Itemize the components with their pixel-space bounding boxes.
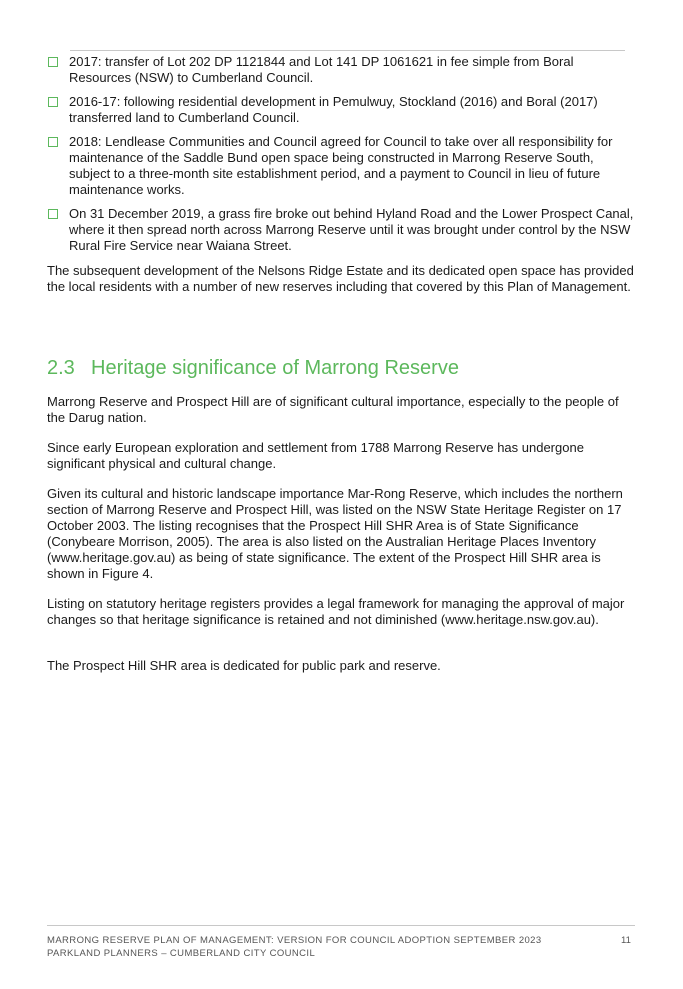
footer-divider	[47, 925, 635, 926]
bullet-text: On 31 December 2019, a grass fire broke out behind Hyland Road and the Lower Prospect Canal, where it then spread north across Marrong Reserve until it was brought under control by the NSW Rural Fire Service near Waiana Street.	[69, 206, 634, 253]
top-divider	[70, 50, 625, 51]
heritage-paragraph-4: Listing on statutory heritage registers provides a legal framework for managing the approval of major changes so that heritage significance is retained and not diminished (www.heritage.nsw.gov.au).	[47, 596, 625, 627]
list-item	[47, 94, 637, 126]
list-item	[47, 206, 637, 254]
history-bullet-list	[47, 54, 637, 262]
checkbox-square-icon	[48, 209, 58, 219]
section-title: Heritage significance of Marrong Reserve	[91, 357, 459, 379]
list-item	[47, 134, 637, 198]
page-number: 11	[621, 935, 631, 946]
footer-document-title: MARRONG RESERVE PLAN OF MANAGEMENT: VERSION FOR COUNCIL ADOPTION SEPTEMBER 2023	[47, 935, 542, 946]
bullet-text: 2018: Lendlease Communities and Council agreed for Council to take over all responsibility for maintenance of the Saddle Bund open space being constructed in Marrong Reserve South, subject to a three-month site establishment period, and a payment to Council in lieu of future maintenance works.	[69, 134, 613, 197]
checkbox-square-icon	[48, 97, 58, 107]
heritage-paragraph-3: Given its cultural and historic landscape importance Mar-Rong Reserve, which includes the northern section of Marrong Reserve and Prospect Hill, was listed on the NSW State Heritage Register on 17 October 2003. The listing recognises that the Prospect Hill SHR Area is of State Significance (Conybeare Morrison, 2005). The area is also listed on the Australian Heritage Places Inventory (www.heritage.gov.au) as being of state significance. The extent of the Prospect Hill SHR area is shown in Figure 4.	[47, 486, 623, 581]
footer-author: PARKLAND PLANNERS – CUMBERLAND CITY COUNCIL	[47, 948, 316, 959]
section-number: 2.3	[47, 357, 75, 379]
list-item	[47, 54, 637, 86]
history-closing-paragraph: The subsequent development of the Nelsons Ridge Estate and its dedicated open space has provided the local residents with a number of new reserves including that covered by this Plan of Management.	[47, 263, 634, 294]
section-heading	[47, 356, 459, 380]
heritage-paragraph-5: The Prospect Hill SHR area is dedicated for public park and reserve.	[47, 658, 441, 673]
heritage-paragraph-1: Marrong Reserve and Prospect Hill are of significant cultural importance, especially to the people of the Darug nation.	[47, 394, 619, 425]
page-footer	[47, 934, 542, 960]
bullet-text: 2016-17: following residential development in Pemulwuy, Stockland (2016) and Boral (2017) transferred land to Cumberland Council.	[69, 94, 598, 125]
checkbox-square-icon	[48, 137, 58, 147]
checkbox-square-icon	[48, 57, 58, 67]
bullet-text: 2017: transfer of Lot 202 DP 1121844 and Lot 141 DP 1061621 in fee simple from Boral Resources (NSW) to Cumberland Council.	[69, 54, 574, 85]
heritage-paragraph-2: Since early European exploration and settlement from 1788 Marrong Reserve has undergone significant physical and cultural change.	[47, 440, 584, 471]
